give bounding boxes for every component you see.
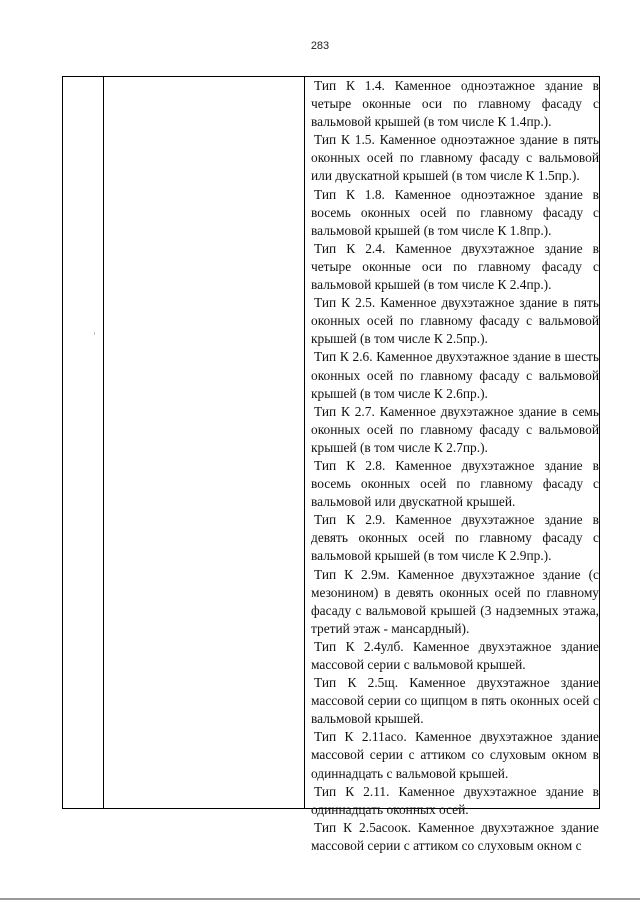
type-entry: Тип К 2.11. Каменное двухэтажное здание в одиннадцать оконных осей.: [311, 783, 599, 817]
type-entry: Тип К 1.8. Каменное одноэтажное здание в восемь оконных осей по главному фасаду с вальмовой крышей (в том числе К 1.8пр.).: [311, 186, 599, 238]
type-entry: Тип К 2.8. Каменное двухэтажное здание в восемь оконных осей по главному фасаду с вальмовой или двускатной крышей.: [311, 457, 599, 510]
document-table: [62, 76, 600, 853]
type-entry: Тип К 1.5. Каменное одноэтажное здание в пять оконных осей по главному фасаду с вальмовой или двускатной крышей (в том числе К 1.5пр.).: [311, 132, 599, 184]
type-entry: Тип К 2.5щ. Каменное двухэтажное здание массовой серии со щипцом в пять оконных осей с вальмовой крышей.: [311, 675, 599, 727]
type-entry: Тип К 2.6. Каменное двухэтажное здание в шесть оконных осей по главному фасаду с вальмовой крышей (в том числе К 2.6пр.).: [311, 349, 599, 401]
scan-edge-line: [0, 898, 640, 900]
column-divider: [103, 77, 104, 808]
type-entry: Тип К 2.4. Каменное двухэтажное здание в четыре оконные оси по главному фасаду с вальмовой крышей (в том числе К 2.4пр.).: [311, 240, 599, 293]
type-entry: Тип К 1.4. Каменное одноэтажное здание в четыре оконные оси по главному фасаду с вальмовой крышей (в том числе К 1.4пр.).: [311, 78, 599, 130]
scan-speck: [94, 332, 95, 335]
type-entry: Тип К 2.9м. Каменное двухэтажное здание (с мезонином) в девять оконных осей по главному фасаду с вальмовой крышей (3 надземных этажа, третий этаж - мансардный).: [311, 566, 599, 636]
type-entry: Тип К 2.7. Каменное двухэтажное здание в семь оконных осей по главному фасаду с вальмовой крышей (в том числе К 2.7пр.).: [311, 403, 599, 455]
type-entry: Тип К 2.5. Каменное двухэтажное здание в пять оконных осей по главному фасаду с вальмовой крышей (в том числе К 2.5пр.).: [311, 295, 599, 347]
type-entry: Тип К 2.11асо. Каменное двухэтажное здание массовой серии с аттиком со слуховым окном в одиннадцать с вальмовой крышей.: [311, 729, 599, 781]
building-types-cell: [305, 77, 601, 855]
page-number: 283: [310, 40, 330, 52]
type-entry: Тип К 2.5асоок. Каменное двухэтажное здание массовой серии с аттиком со слуховым окном с: [311, 819, 599, 853]
type-entry: Тип К 2.9. Каменное двухэтажное здание в девять оконных осей по главному фасаду с вальмовой крышей (в том числе К 2.9пр.).: [311, 512, 599, 564]
type-entry: Тип К 2.4улб. Каменное двухэтажное здание массовой серии с вальмовой крышей.: [311, 638, 599, 672]
